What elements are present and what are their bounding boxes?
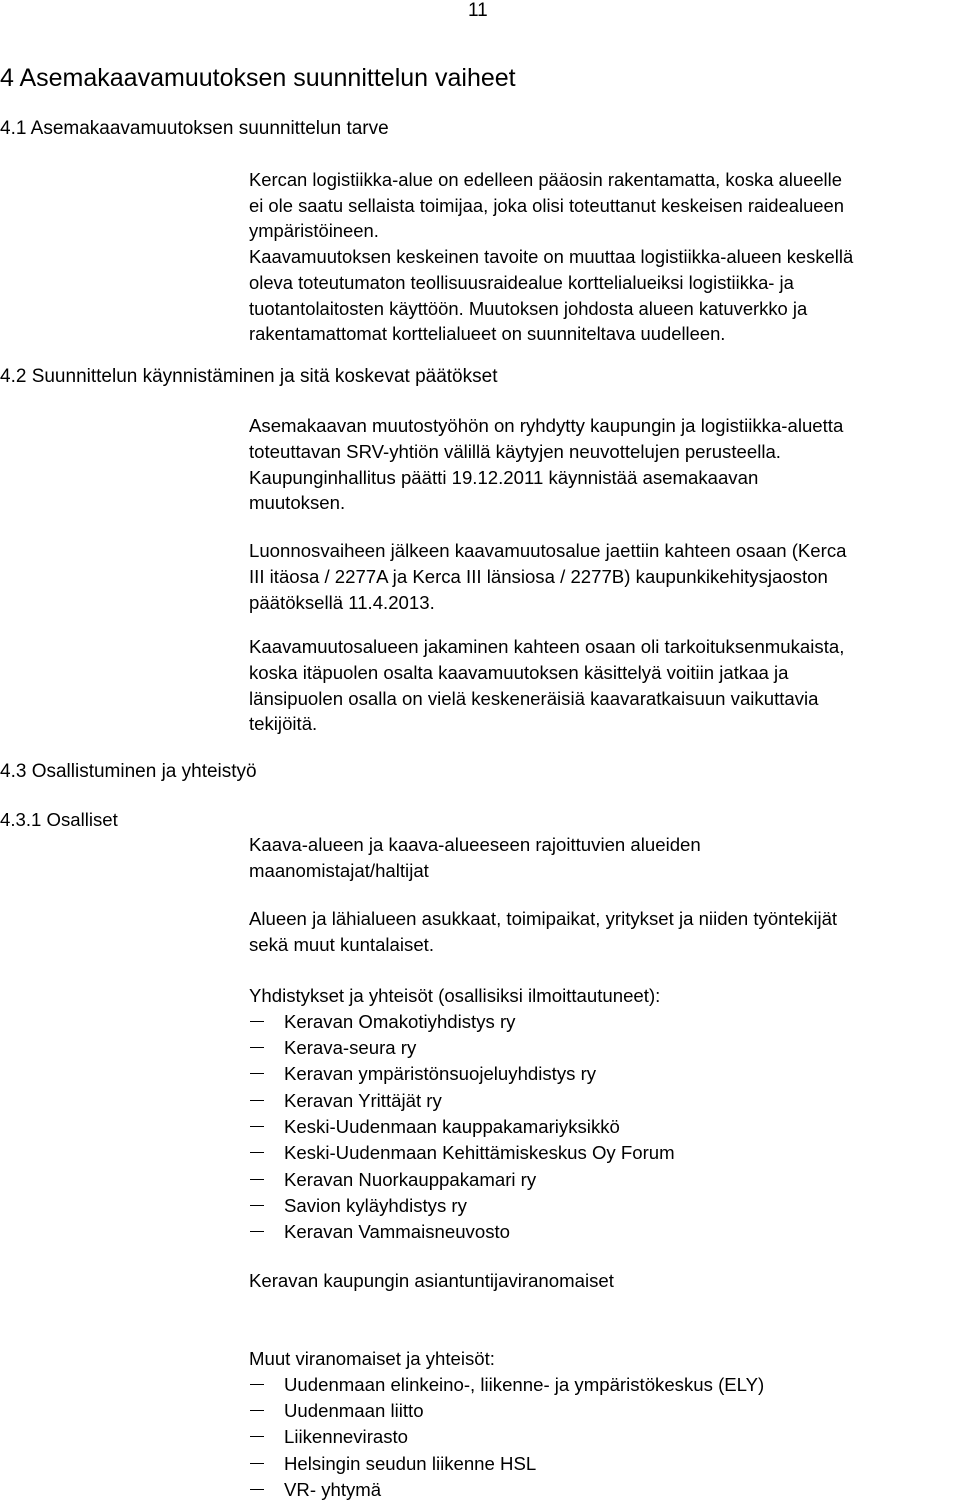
list-item-label: Keravan Yrittäjät ry (284, 1089, 442, 1111)
text-line: Luonnosvaiheen jälkeen kaavamuutosalue jaettiin kahteen osaan (Kerca (249, 540, 847, 561)
page-number: 11 (468, 0, 488, 21)
text-line: oleva toteutumaton teollisuusraidealue korttelialueiksi logistiikka- ja (249, 271, 794, 293)
dash-bullet-icon (250, 1126, 264, 1127)
list-item-label: Keravan Vammaisneuvosto (284, 1221, 510, 1243)
text-line: tekijöitä. (249, 713, 318, 735)
dash-bullet-icon (250, 1489, 264, 1490)
section-heading-4-2: 4.2 Suunnittelun käynnistäminen ja sitä koskevat päätökset (0, 366, 498, 387)
list-item (249, 1035, 675, 1061)
text-line: Asemakaavan muutostyöhön on ryhdytty kaupungin ja logistiikka-aluetta (249, 415, 844, 436)
text-line: koska itäpuolen osalta kaavamuutoksen käsittelyä voitiin jatkaa ja (249, 661, 789, 683)
list-item-label: Keravan Omakotiyhdistys ry (284, 1010, 516, 1032)
list-item (249, 1477, 764, 1503)
text-line: muutoksen. (249, 492, 346, 514)
other-authorities-intro: Muut viranomaiset ja yhteisöt: (249, 1348, 495, 1369)
list-item-label: Keravan ympäristönsuojeluyhdistys ry (284, 1063, 597, 1085)
list-item-label: Keski-Uudenmaan Kehittämiskeskus Oy Forum (284, 1142, 675, 1164)
text-line: päätöksellä 11.4.2013. (249, 591, 435, 613)
list-item (249, 1193, 675, 1219)
list-item (249, 1140, 675, 1166)
dash-bullet-icon (250, 1152, 264, 1153)
other-authorities-block (249, 1346, 764, 1503)
dash-bullet-icon (250, 1021, 264, 1022)
text-line: ympäristöineen. (249, 220, 379, 242)
text-line: sekä muut kuntalaiset. (249, 933, 435, 955)
dash-bullet-icon (250, 1463, 264, 1464)
list-item-label: Kerava-seura ry (284, 1037, 417, 1059)
text-line: ei ole saatu sellaista toimijaa, joka olisi toteuttanut keskeisen raidealueen (249, 194, 844, 216)
text-line: länsipuolen osalla on vielä keskeneräisiä kaavaratkaisuun vaikuttavia (249, 687, 819, 709)
list-item-label: Uudenmaan elinkeino-, liikenne- ja ympäristökeskus (ELY) (284, 1373, 765, 1395)
list-item-label: Helsingin seudun liikenne HSL (284, 1452, 537, 1474)
dash-bullet-icon (250, 1410, 264, 1411)
stakeholders-landowners (249, 832, 701, 884)
list-item (249, 1061, 675, 1087)
text-line: Kaavamuutosalueen jakaminen kahteen osaan oli tarkoituksenmukaista, (249, 636, 845, 657)
associations-block (249, 983, 675, 1245)
associations-list (249, 1009, 675, 1246)
list-item (249, 1451, 764, 1477)
text-line: Kaavamuutoksen keskeinen tavoite on muuttaa logistiikka-alueen keskellä (249, 246, 854, 268)
text-line: toteuttavan SRV-yhtiön välillä käytyjen neuvottelujen perusteella. (249, 440, 781, 462)
list-item-label: Keravan Nuorkauppakamari ry (284, 1168, 537, 1190)
other-authorities-list (249, 1372, 764, 1503)
section-heading-4-1: 4.1 Asemakaavamuutoksen suunnittelun tarve (0, 118, 389, 139)
dash-bullet-icon (250, 1073, 264, 1074)
text-line: Kercan logistiikka-alue on edelleen pääosin rakentamatta, koska alueelle (249, 169, 842, 190)
text-line: III itäosa / 2277A ja Kerca III länsiosa / 2277B) kaupunkikehitysjaoston (249, 565, 828, 587)
list-item (249, 1372, 764, 1398)
stakeholders-residents (249, 906, 837, 958)
list-item-label: VR- yhtymä (284, 1478, 382, 1500)
subsection-heading-4-3-1: 4.3.1 Osalliset (0, 809, 118, 830)
list-item (249, 1088, 675, 1114)
text-line: Alueen ja lähialueen asukkaat, toimipaikat, yritykset ja niiden työntekijät (249, 908, 838, 929)
list-item (249, 1398, 764, 1424)
list-item-label: Keski-Uudenmaan kauppakamariyksikkö (284, 1115, 620, 1137)
list-item (249, 1114, 675, 1140)
section-4-2-paragraph-2 (249, 538, 846, 615)
section-heading-4-3: 4.3 Osallistuminen ja yhteistyö (0, 761, 257, 782)
list-item-label: Liikennevirasto (284, 1426, 409, 1448)
list-item (249, 1167, 675, 1193)
list-item-label: Uudenmaan liitto (284, 1400, 424, 1422)
dash-bullet-icon (250, 1436, 264, 1437)
dash-bullet-icon (250, 1179, 264, 1180)
dash-bullet-icon (250, 1205, 264, 1206)
dash-bullet-icon (250, 1231, 264, 1232)
section-4-1-paragraph (249, 167, 853, 347)
text-line: Keravan kaupungin asiantuntijaviranomaiset (249, 1270, 614, 1291)
list-item (249, 1424, 764, 1450)
list-item-label: Savion kyläyhdistys ry (284, 1194, 467, 1216)
chapter-heading: 4 Asemakaavamuutoksen suunnittelun vaiheet (0, 64, 516, 92)
stakeholders-experts (249, 1268, 614, 1294)
dash-bullet-icon (250, 1100, 264, 1101)
list-item (249, 1009, 675, 1035)
text-line: Kaava-alueen ja kaava-alueeseen rajoittuvien alueiden (249, 834, 701, 855)
text-line: Kaupunginhallitus päätti 19.12.2011 käynnistää asemakaavan (249, 466, 759, 488)
text-line: maanomistajat/haltijat (249, 859, 429, 881)
section-4-2-paragraph-3 (249, 634, 844, 737)
dash-bullet-icon (250, 1384, 264, 1385)
dash-bullet-icon (250, 1047, 264, 1048)
text-line: rakentamattomat korttelialueet on suunniteltava uudelleen. (249, 323, 726, 345)
list-item (249, 1219, 675, 1245)
associations-intro: Yhdistykset ja yhteisöt (osallisiksi ilmoittautuneet): (249, 985, 661, 1006)
text-line: tuotantolaitosten käyttöön. Muutoksen johdosta alueen katuverkko ja (249, 297, 808, 319)
section-4-2-paragraph-1 (249, 413, 843, 516)
